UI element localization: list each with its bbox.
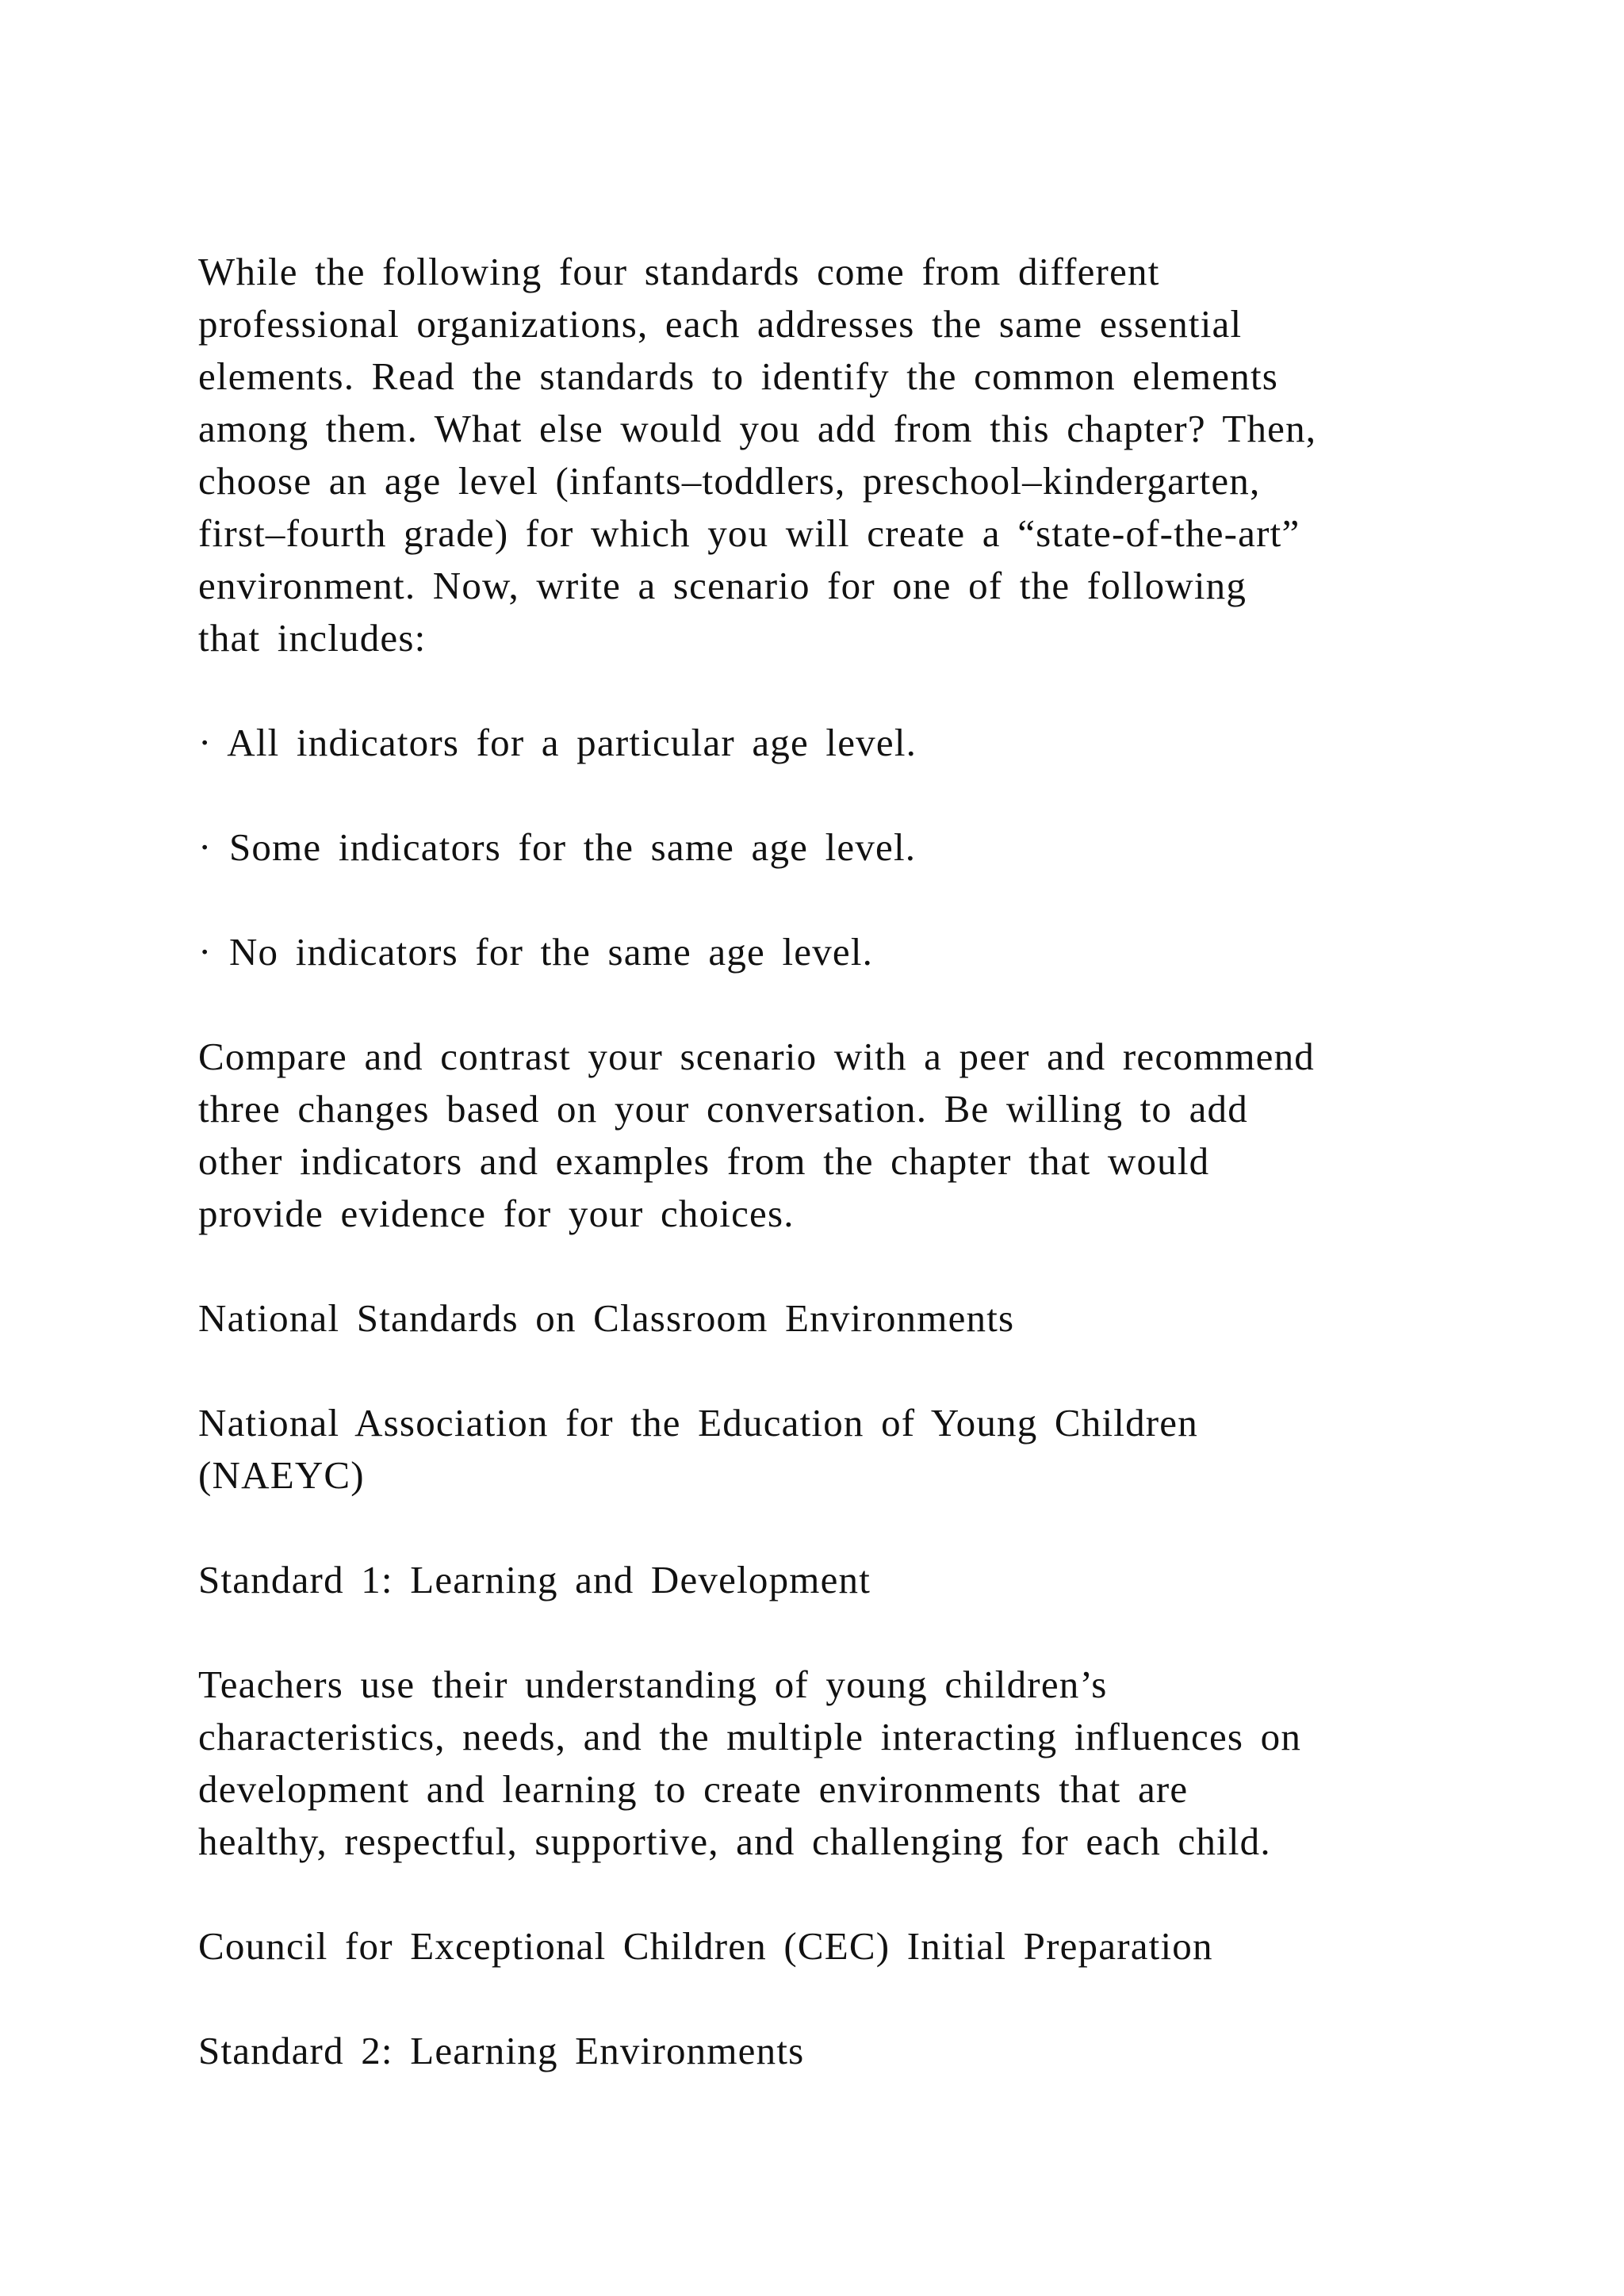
text-line: healthy, respectful, supportive, and challenging for each child. [198, 1820, 1271, 1863]
intro-paragraph [198, 246, 1507, 664]
text-line: While the following four standards come from different [198, 250, 1160, 293]
heading-line: Council for Exceptional Children (CEC) Initial Preparation [198, 1924, 1213, 1968]
heading-line: Standard 2: Learning Environments [198, 2029, 805, 2072]
text-line: Compare and contrast your scenario with a peer and recommend [198, 1035, 1315, 1078]
text-line: characteristics, needs, and the multiple interacting influences on [198, 1715, 1302, 1758]
text-line: choose an age level (infants–toddlers, preschool–kindergarten, [198, 459, 1261, 503]
bullet-item: · Some indicators for the same age level. [198, 825, 917, 869]
standard-1-paragraph [198, 1659, 1507, 1868]
bullet-no-indicators [198, 926, 1507, 978]
naeyc-heading [198, 1397, 1507, 1502]
text-line: environment. Now, write a scenario for one of the following [198, 564, 1247, 607]
document-body [198, 246, 1507, 2130]
text-line: Teachers use their understanding of young children’s [198, 1663, 1108, 1706]
text-line: provide evidence for your choices. [198, 1192, 795, 1235]
cec-heading [198, 1920, 1507, 1973]
text-line: elements. Read the standards to identify the common elements [198, 354, 1279, 398]
heading-line: National Association for the Education of Young Children [198, 1401, 1198, 1445]
text-line: among them. What else would you add from this chapter? Then, [198, 407, 1317, 450]
text-line: that includes: [198, 616, 427, 660]
heading-line: (NAEYC) [198, 1453, 365, 1497]
compare-paragraph [198, 1031, 1507, 1240]
text-line: development and learning to create environments that are [198, 1767, 1189, 1811]
text-line: first–fourth grade) for which you will create a “state-of-the-art” [198, 511, 1300, 555]
bullet-all-indicators [198, 717, 1507, 769]
text-line: other indicators and examples from the chapter that would [198, 1139, 1210, 1183]
standard-1-heading [198, 1554, 1507, 1606]
bullet-some-indicators [198, 821, 1507, 874]
standard-2-heading [198, 2025, 1507, 2077]
national-standards-heading [198, 1292, 1507, 1345]
bullet-item: · All indicators for a particular age level. [198, 721, 917, 764]
heading-line: National Standards on Classroom Environments [198, 1296, 1015, 1340]
bullet-item: · No indicators for the same age level. [198, 930, 874, 974]
heading-line: Standard 1: Learning and Development [198, 1558, 871, 1601]
text-line: professional organizations, each addresses the same essential [198, 302, 1243, 346]
text-line: three changes based on your conversation. Be willing to add [198, 1087, 1248, 1131]
